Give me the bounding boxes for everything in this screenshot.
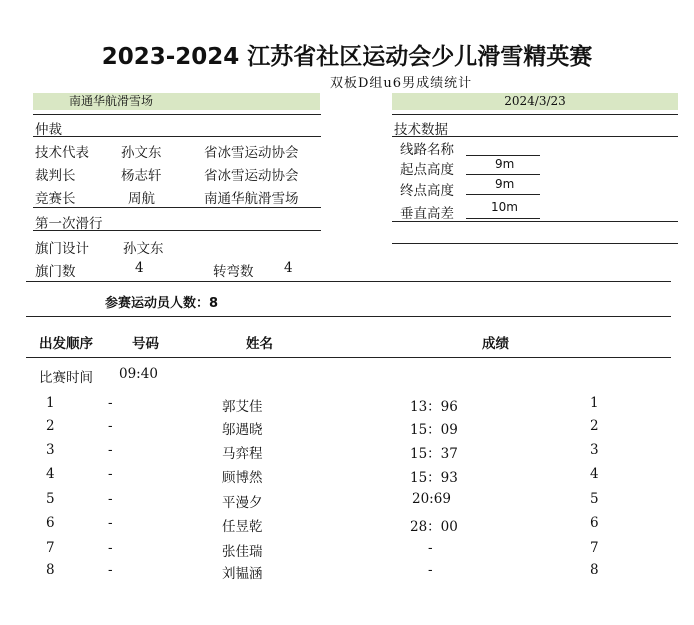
jury-heading: 仲裁 — [35, 122, 62, 138]
row-rank: 3 — [590, 442, 599, 458]
vertical-drop-value: 10m — [491, 200, 518, 214]
row-rank: 2 — [590, 418, 599, 434]
row-order: 5 — [46, 491, 55, 507]
underline — [466, 218, 540, 219]
start-time-value: 09:40 — [119, 366, 158, 382]
gate-setter-label: 旗门设计 — [35, 241, 89, 257]
row-rank: 4 — [590, 466, 599, 482]
header-result: 成绩 — [482, 336, 509, 352]
row-rank: 8 — [590, 562, 599, 578]
header-order: 出发顺序 — [39, 336, 93, 352]
row-order: 7 — [46, 540, 55, 556]
divider — [392, 243, 678, 244]
turns-label: 转弯数 — [213, 264, 254, 280]
date-bar — [392, 93, 678, 110]
venue-bar — [33, 93, 320, 110]
jury-name: 周航 — [128, 191, 155, 207]
row-name: 任昱乾 — [222, 519, 263, 535]
gate-setter-value: 孙文东 — [123, 241, 164, 257]
divider — [33, 207, 321, 208]
row-time: 20:69 — [412, 491, 451, 507]
gates-value: 4 — [135, 260, 144, 276]
row-time: 15：37 — [410, 446, 458, 462]
jury-name: 杨志轩 — [121, 168, 162, 184]
turns-value: 4 — [284, 260, 293, 276]
row-bib: - — [108, 442, 113, 458]
row-name: 张佳瑞 — [222, 544, 263, 560]
row-bib: - — [108, 491, 113, 507]
divider — [33, 136, 321, 137]
row-bib: - — [108, 466, 113, 482]
divider — [26, 357, 671, 358]
row-time: 28：00 — [410, 519, 458, 535]
row-order: 6 — [46, 515, 55, 531]
jury-org: 省冰雪运动协会 — [204, 145, 299, 161]
row-name: 平漫夕 — [222, 495, 263, 511]
row-name: 刘韫涵 — [222, 566, 263, 582]
row-name: 马弈程 — [222, 446, 263, 462]
row-name: 顾博然 — [222, 470, 263, 486]
row-order: 3 — [46, 442, 55, 458]
jury-role: 竞赛长 — [35, 191, 76, 207]
row-bib: - — [108, 562, 113, 578]
divider — [392, 221, 678, 222]
gates-label: 旗门数 — [35, 264, 76, 280]
row-rank: 6 — [590, 515, 599, 531]
row-bib: - — [108, 418, 113, 434]
course-name-label: 线路名称 — [400, 142, 454, 158]
jury-org: 省冰雪运动协会 — [204, 168, 299, 184]
vertical-drop-label: 垂直高差 — [400, 206, 454, 222]
divider — [392, 114, 678, 115]
row-order: 4 — [46, 466, 55, 482]
jury-name: 孙文东 — [121, 145, 162, 161]
underline — [466, 194, 540, 195]
page-subtitle: 双板D组u6男成绩统计 — [330, 76, 473, 91]
tech-heading: 技术数据 — [394, 122, 448, 138]
row-time: - — [428, 562, 433, 578]
row-bib: - — [108, 540, 113, 556]
row-name: 郭艾佳 — [222, 399, 263, 415]
row-time: 13：96 — [410, 399, 458, 415]
jury-role: 技术代表 — [35, 145, 89, 161]
run-heading: 第一次滑行 — [35, 216, 103, 232]
row-bib: - — [108, 395, 113, 411]
jury-role: 裁判长 — [35, 168, 76, 184]
header-bib: 号码 — [132, 336, 159, 352]
jury-org: 南通华航滑雪场 — [204, 191, 299, 207]
venue-bar-text: 南通华航滑雪场 — [69, 94, 154, 108]
start-altitude-value: 9m — [495, 157, 515, 171]
underline — [466, 174, 540, 175]
row-order: 8 — [46, 562, 55, 578]
participants-label: 参赛运动员人数： — [105, 296, 210, 311]
divider — [33, 114, 321, 115]
divider — [26, 281, 671, 282]
row-time: - — [428, 540, 433, 556]
page-title: 2023-2024 江苏省社区运动会少儿滑雪精英赛 — [101, 44, 593, 70]
row-time: 15：93 — [410, 470, 458, 486]
finish-altitude-label: 终点高度 — [400, 183, 454, 199]
row-order: 1 — [46, 395, 55, 411]
date-bar-text: 2024/3/23 — [504, 94, 566, 108]
finish-altitude-value: 9m — [495, 177, 515, 191]
row-time: 15：09 — [410, 422, 458, 438]
start-altitude-label: 起点高度 — [400, 162, 454, 178]
row-rank: 7 — [590, 540, 599, 556]
start-time-label: 比赛时间 — [39, 370, 93, 386]
divider — [33, 230, 321, 231]
underline — [466, 155, 540, 156]
row-rank: 5 — [590, 491, 599, 507]
row-bib: - — [108, 515, 113, 531]
row-order: 2 — [46, 418, 55, 434]
participants-count: 8 — [209, 296, 219, 311]
divider — [392, 136, 678, 137]
participants-summary — [105, 292, 218, 311]
row-name: 邬遇晓 — [222, 422, 263, 438]
row-rank: 1 — [590, 395, 599, 411]
header-name: 姓名 — [246, 336, 273, 352]
divider — [26, 316, 671, 317]
